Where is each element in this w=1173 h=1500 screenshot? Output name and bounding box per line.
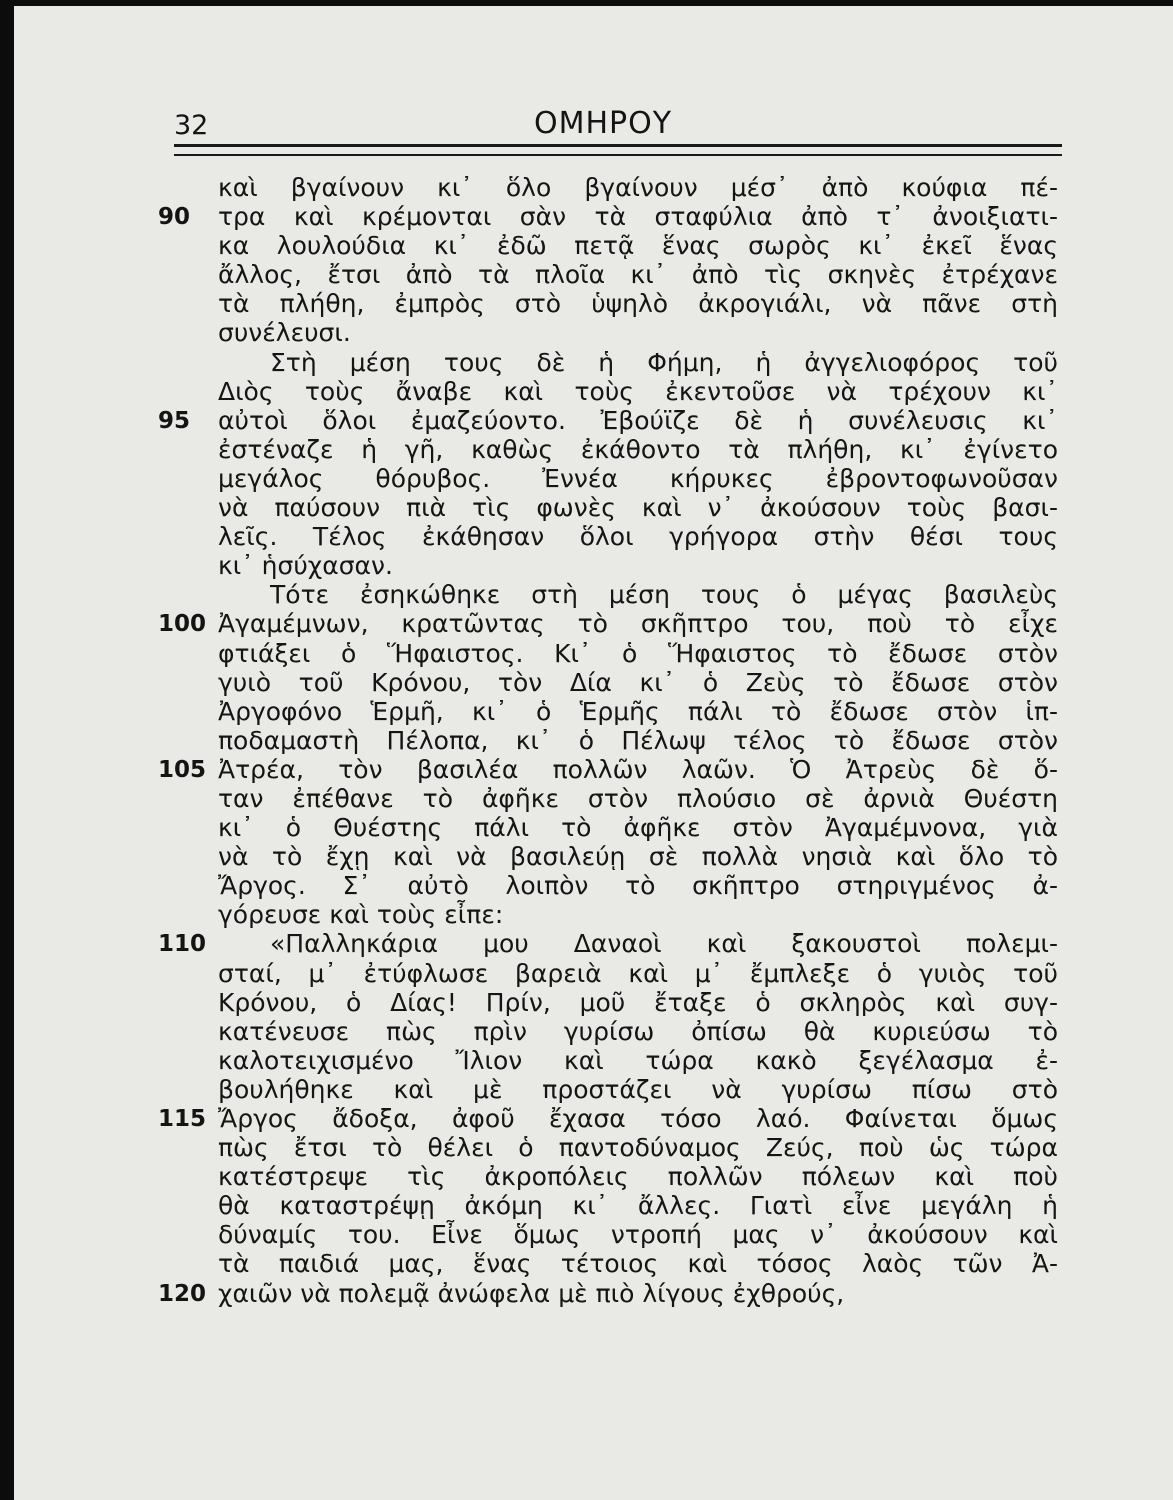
line-text: ἐστέναζε ἡ γῆ, καθὼς ἐκάθοντο τὰ πλήθη, κι᾽ ἐγίνετο [218,434,1058,464]
text-line [14,377,1173,406]
line-number: 110 [158,931,207,958]
text-line [14,871,1173,900]
page-number: 32 [174,110,209,141]
line-text: τρα καὶ κρέμονται σὰν τὰ σταφύλια ἀπὸ τ᾽ ἀνοιξιατι- [218,202,1058,232]
text-line [14,1220,1173,1249]
text-line [14,813,1173,842]
text-line [14,784,1173,813]
line-text: λεῖς. Τέλος ἐκάθησαν ὅλοι γρήγορα στὴν θέσι τους [218,522,1058,552]
text-line [14,493,1173,522]
text-line [14,1133,1173,1162]
header-rule [174,144,1062,156]
text-line [14,1191,1173,1220]
line-number: 95 [158,407,191,434]
line-text: κι᾽ ἡσύχασαν. [218,551,393,581]
line-text: ἄλλος, ἔτσι ἀπὸ τὰ πλοῖα κι᾽ ἀπὸ τὶς σκηνὲς ἐτρέχανε [218,260,1058,290]
line-text: φτιάξει ὁ Ἥφαιστος. Κι᾽ ὁ Ἥφαιστος τὸ ἔδωσε στὸν [218,638,1058,668]
text-line [14,1279,1173,1308]
text-line [14,231,1173,260]
line-text: Ἄργος. Σ᾽ αὐτὸ λοιπὸν τὸ σκῆπτρο στηριγμένος ἀ- [218,871,1058,901]
line-text: χαιῶν νὰ πολεμᾷ ἀνώφελα μὲ πιὸ λίγους ἐχθρούς, [218,1278,845,1308]
line-text: μεγάλος θόρυβος. Ἐννέα κήρυκες ἐβροντοφωνοῦσαν [218,463,1058,493]
text-line [14,609,1173,638]
text-line [14,551,1173,580]
line-text: Ἀργοφόνο Ἑρμῆ, κι᾽ ὁ Ἑρμῆς πάλι τὸ ἔδωσε στὸν ἱπ- [218,696,1058,726]
text-line [14,1046,1173,1075]
text-line [14,173,1173,202]
text-line [14,289,1173,318]
text-line [14,639,1173,668]
text-line [14,522,1173,551]
text-line [14,202,1173,231]
text-line [14,318,1173,347]
line-text: Διὸς τοὺς ἄναβε καὶ τοὺς ἐκεντοῦσε νὰ τρέχουν κι᾽ [218,376,1058,406]
text-line [14,668,1173,697]
line-text: θὰ καταστρέψῃ ἀκόμη κι᾽ ἄλλες. Γιατὶ εἶνε μεγάλη ἡ [218,1191,1058,1221]
line-text: κα λουλούδια κι᾽ ἐδῶ πετᾷ ἕνας σωρὸς κι᾽ ἐκεῖ ἕνας [218,231,1058,261]
line-text: κατέστρεψε τὶς ἀκροπόλεις πολλῶν πόλεων καὶ ποὺ [218,1162,1058,1192]
line-text: αὐτοὶ ὅλοι ἐμαζεύοντο. Ἐβούϊζε δὲ ἡ συνέλευσις κι᾽ [218,405,1058,435]
line-text: τὰ πλήθη, ἐμπρὸς στὸ ὑψηλὸ ἀκρογιάλι, νὰ πᾶνε στὴ [218,289,1058,319]
line-text: γυιὸ τοῦ Κρόνου, τὸν Δία κι᾽ ὁ Ζεὺς τὸ ἔδωσε στὸν [218,667,1058,697]
text-line [14,406,1173,435]
text-line [14,929,1173,958]
line-text: κατένευσε πὼς πρὶν γυρίσω ὀπίσω θὰ κυριεύσω τὸ [218,1016,1058,1046]
text-line [14,464,1173,493]
text-line [14,726,1173,755]
text-line [14,1249,1173,1278]
line-text: ταν ἐπέθανε τὸ ἀφῆκε στὸν πλούσιο σὲ ἀρνιὰ Θυέστη [218,783,1058,813]
text-line [14,260,1173,289]
text-line [14,900,1173,929]
line-number: 105 [158,756,207,783]
text-line [14,1075,1173,1104]
line-text: σταί, μ᾽ ἐτύφλωσε βαρειὰ καὶ μ᾽ ἔμπλεξε ὁ γυιὸς τοῦ [218,958,1058,988]
line-text: ποδαμαστὴ Πέλοπα, κι᾽ ὁ Πέλωψ τέλος τὸ ἔδωσε στὸν [218,725,1058,755]
text-line [14,1162,1173,1191]
text-line [14,697,1173,726]
line-text: «Παλληκάρια μου Δαναοὶ καὶ ξακουστοὶ πολεμι- [270,929,1058,959]
line-text: πὼς ἔτσι τὸ θέλει ὁ παντοδύναμος Ζεύς, ποὺ ὡς τώρα [218,1133,1058,1163]
line-text: γόρευσε καὶ τοὺς εἶπε: [218,900,504,930]
line-text: βουλήθηκε καὶ μὲ προστάζει νὰ γυρίσω πίσω στὸ [218,1074,1058,1104]
line-number: 120 [158,1280,207,1307]
line-text: νὰ τὸ ἔχῃ καὶ νὰ βασιλεύῃ σὲ πολλὰ νησιὰ καὶ ὅλο τὸ [218,842,1058,872]
text-line [14,1104,1173,1133]
text-line [14,755,1173,784]
text-line [14,842,1173,871]
text-line [14,348,1173,377]
line-text: δύναμίς του. Εἶνε ὅμως ντροπή μας ν᾽ ἀκούσουν καὶ [218,1220,1058,1250]
verse-text [14,173,1173,1308]
line-text: Κρόνου, ὁ Δίας! Πρίν, μοῦ ἔταξε ὁ σκληρὸς καὶ συγ- [218,987,1058,1017]
text-line [14,988,1173,1017]
line-text: κι᾽ ὁ Θυέστης πάλι τὸ ἀφῆκε στὸν Ἀγαμέμνονα, γιὰ [218,813,1058,843]
line-number: 115 [158,1106,207,1132]
line-text: Ἀγαμέμνων, κρατῶντας τὸ σκῆπτρο του, ποὺ τὸ εἶχε [218,609,1058,639]
line-text: συνέλευσι. [218,318,351,348]
line-text: τὰ παιδιά μας, ἕνας τέτοιος καὶ τόσος λαὸς τῶν Ἀ- [218,1249,1058,1279]
line-text: καὶ βγαίνουν κι᾽ ὅλο βγαίνουν μέσ᾽ ἀπὸ κούφια πέ- [218,173,1058,202]
line-text: νὰ παύσουν πιὰ τὶς φωνὲς καὶ ν᾽ ἀκούσουν τοὺς βασι- [218,493,1058,523]
text-line [14,959,1173,988]
line-text: Στὴ μέση τους δὲ ἡ Φήμη, ἡ ἀγγελιοφόρος τοῦ [270,347,1058,377]
text-line [14,435,1173,464]
line-number: 90 [158,204,191,231]
line-text: Τότε ἐσηκώθηκε στὴ μέση τους ὁ μέγας βασιλεὺς [270,580,1058,610]
line-text: Ἀτρέα, τὸν βασιλέα πολλῶν λαῶν. Ὁ Ἀτρεὺς δὲ ὅ- [218,754,1058,784]
line-text: καλοτειχισμένο Ἴλιον καὶ τώρα κακὸ ξεγέλασμα ἐ- [218,1045,1058,1075]
running-title: ΟΜΗΡΟΥ [534,106,673,141]
book-page [14,6,1173,1500]
line-text: Ἄργος ἄδοξα, ἀφοῦ ἔχασα τόσο λαό. Φαίνεται ὅμως [218,1104,1058,1133]
text-line [14,580,1173,609]
line-number: 100 [158,611,207,638]
text-line [14,1017,1173,1046]
